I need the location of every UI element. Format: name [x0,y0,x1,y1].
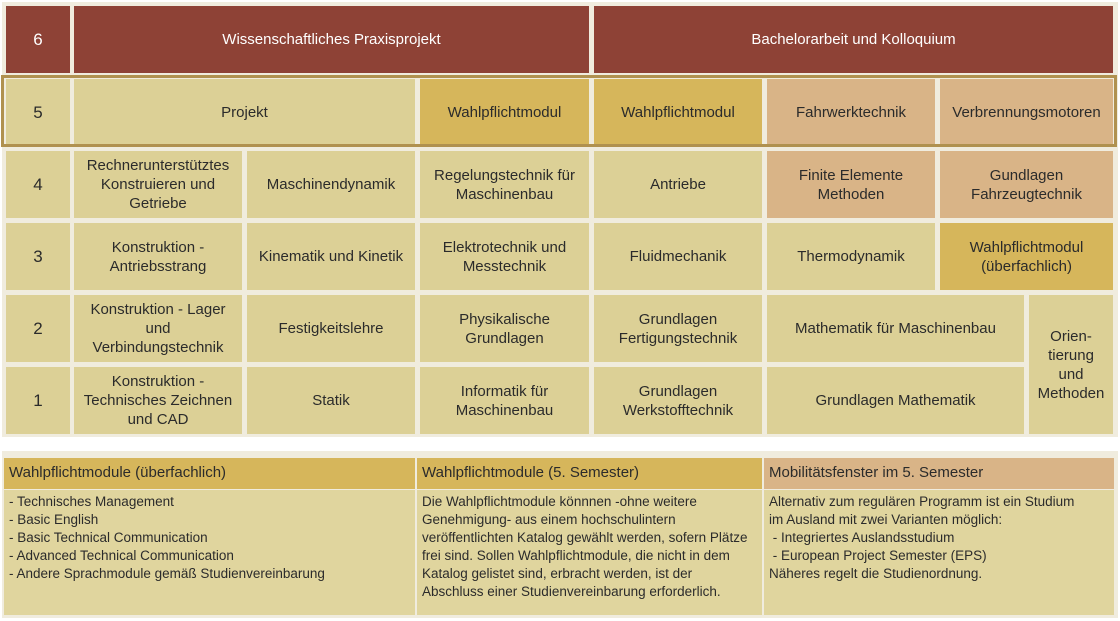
info-box-2-line: frei sind. Sollen Wahlpflichtmodule, die nicht in dem [422,548,730,563]
module-maschinendynamik: Maschinendynamik [247,151,415,218]
module-fahrzeugtechnik: Gundlagen Fahrzeugtechnik [940,151,1113,218]
info-box-3-line: Näheres regelt die Studienordnung. [769,566,983,581]
module-fahrwerktechnik: Fahrwerktechnik [767,79,935,145]
module-wahlpflicht-ueberfachlich: Wahlpflichtmodul (überfachlich) [940,223,1113,290]
semester-4-label: 4 [6,151,70,218]
module-rechnerunterstuetztes-konstruieren: Rechnerunterstütztes Konstruieren und Getriebe [74,151,242,218]
module-grundlagen-mathematik: Grundlagen Mathematik [767,367,1024,434]
module-wahlpflicht-2: Wahlpflichtmodul [594,79,762,145]
module-thermodynamik: Thermodynamik [767,223,935,290]
info-box-3-title: Mobilitätsfenster im 5. Semester [764,458,1114,489]
module-elektrotechnik: Elektrotechnik und Messtechnik [420,223,589,290]
info-box-1-body [4,490,415,615]
info-box-2-line: Abschluss einer Studienvereinbarung erforderlich. [422,584,721,599]
module-projekt: Projekt [74,79,415,145]
module-bachelorarbeit: Bachelorarbeit und Kolloquium [594,6,1113,73]
module-physikalische-grundlagen: Physikalische Grundlagen [420,295,589,362]
module-finite-elemente: Finite Elemente Methoden [767,151,935,218]
info-box-3-body [764,490,1114,615]
module-informatik: Informatik für Maschinenbau [420,367,589,434]
module-verbrennungsmotoren: Verbrennungsmotoren [940,79,1113,145]
module-festigkeitslehre: Festigkeitslehre [247,295,415,362]
semester-2-label: 2 [6,295,70,362]
info-box-1-line: - Basic English [9,512,99,527]
module-fluidmechanik: Fluidmechanik [594,223,762,290]
info-box-1-line: - Advanced Technical Communication [9,548,234,563]
module-werkstofftechnik: Grundlagen Werkstofftechnik [594,367,762,434]
module-kinematik-kinetik: Kinematik und Kinetik [247,223,415,290]
info-box-3-line: im Ausland mit zwei Varianten möglich: [769,512,1003,527]
info-box-2-line: veröffentlichten Katalog gewählt werden, sofern Plätze [422,530,748,545]
info-box-2-line: Die Wahlpflichtmodule könnnen -ohne weitere [422,494,697,509]
info-box-1-title: Wahlpflichtmodule (überfachlich) [4,458,415,489]
module-praxisprojekt: Wissenschaftliches Praxisprojekt [74,6,589,73]
info-box-2-body [417,490,762,615]
module-fertigungstechnik: Grundlagen Fertigungstechnik [594,295,762,362]
info-box-2-title: Wahlpflichtmodule (5. Semester) [417,458,762,489]
info-box-3-line: - Integriertes Auslandsstudium [769,530,955,545]
info-box-2-line: Genehmigung- aus einem hochschulintern [422,512,676,527]
info-box-1-line: - Andere Sprachmodule gemäß Studienvereinbarung [9,566,325,581]
semester-6-label: 6 [6,6,70,73]
semester-1-label: 1 [6,367,70,434]
module-konstruktion-cad: Konstruktion - Technisches Zeichnen und CAD [74,367,242,434]
info-box-3-line: - European Project Semester (EPS) [769,548,987,563]
module-antriebe: Antriebe [594,151,762,218]
module-orientierung-methoden: Orien- tierung und Methoden [1029,295,1113,434]
module-konstruktion-lager: Konstruktion - Lager und Verbindungstechnik [74,295,242,362]
module-regelungstechnik: Regelungstechnik für Maschinenbau [420,151,589,218]
module-statik: Statik [247,367,415,434]
info-box-1-line: - Basic Technical Communication [9,530,208,545]
module-wahlpflicht-1: Wahlpflichtmodul [420,79,589,145]
info-box-1-line: - Technisches Management [9,494,174,509]
semester-5-label: 5 [6,79,70,145]
info-box-3-line: Alternativ zum regulären Programm ist ein Studium [769,494,1075,509]
module-konstruktion-antriebsstrang: Konstruktion - Antriebsstrang [74,223,242,290]
module-mathematik-maschinenbau: Mathematik für Maschinenbau [767,295,1024,362]
semester-3-label: 3 [6,223,70,290]
info-box-2-line: Katalog gelistet sind, erbracht werden, ist der [422,566,693,581]
